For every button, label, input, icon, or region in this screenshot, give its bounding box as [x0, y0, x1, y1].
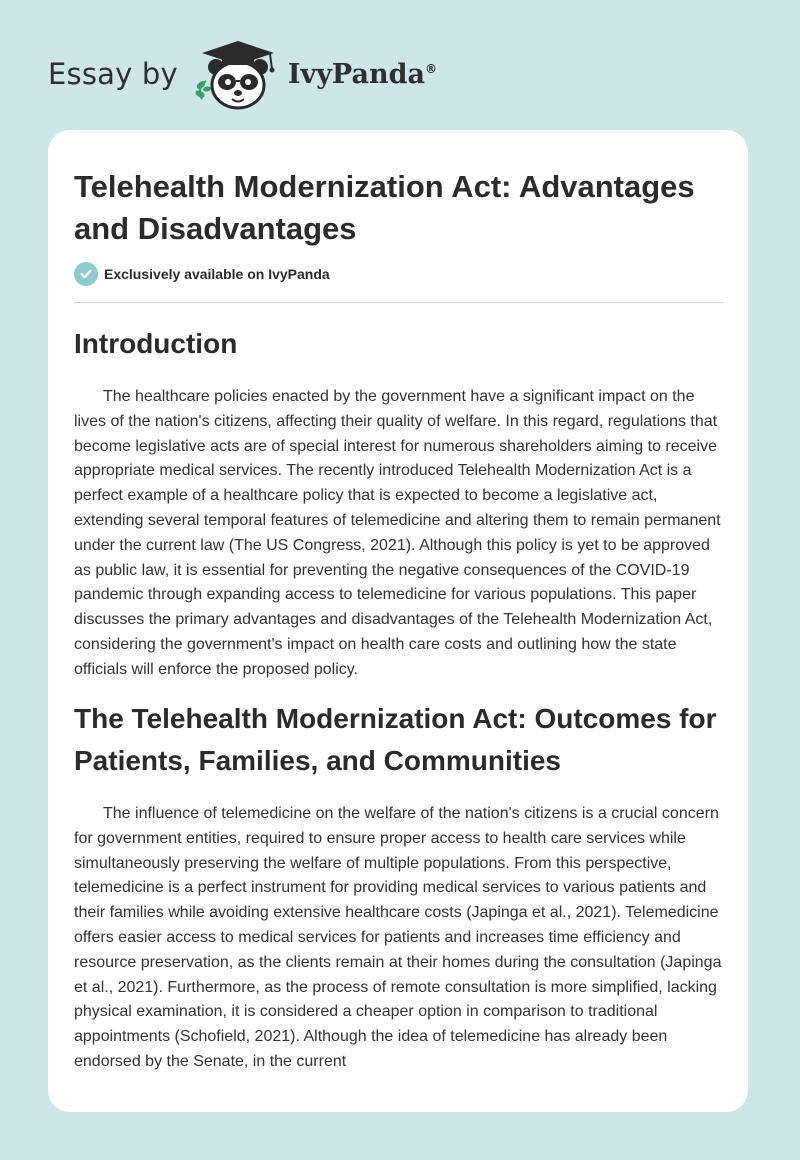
essay-card	[48, 130, 748, 1112]
registered-mark: ®	[424, 61, 437, 76]
section-paragraph-introduction: The healthcare policies enacted by the government have a significant impact on the lives of the nation's citizens, affecting their quality of welfare. In this regard, regulations that become legislative acts are of special interest for numerous shareholders aiming to receive appropriate medical services. The recently introduced Telehealth Modernization Act is a perfect example of a healthcare policy that is expected to become a legislative act, extending several temporal features of telemedicine and altering them to remain permanent under the current law (The US Congress, 2021). Although this policy is yet to be approved as public law, it is essential for preventing the negative consequences of the COVID-19 pandemic through expanding access to telemedicine for various populations. This paper discusses the primary advantages and disadvantages of the Telehealth Modernization Act, considering the government's impact on health care costs and outlining how the state officials will enforce the proposed policy.	[74, 388, 721, 678]
brand-header	[48, 34, 437, 114]
brand-name-text: IvyPanda	[287, 58, 425, 90]
divider	[74, 302, 724, 303]
panda-graduate-icon[interactable]	[192, 37, 284, 111]
exclusive-badge	[74, 262, 330, 286]
brand-name[interactable]	[288, 59, 437, 90]
section-heading-introduction: Introduction	[74, 328, 238, 359]
section-heading-outcomes: The Telehealth Modernization Act: Outcomes for Patients, Families, and Communities	[74, 703, 717, 776]
page-title: Telehealth Modernization Act: Advantages and Disadvantages	[74, 169, 695, 246]
brand-prefix: Essay by	[48, 57, 178, 91]
section-paragraph-outcomes: The influence of telemedicine on the welfare of the nation's citizens is a crucial concern for government entities, required to ensure proper access to health care services while simultaneously preserving the welfare of multiple populations. From this perspective, telemedicine is a perfect instrument for providing medical services to various patients and their families while avoiding extensive healthcare costs (Japinga et al., 2021). Telemedicine offers easier access to medical services for patients and increases time efficiency and resource preservation, as the clients remain at their homes during the consultation (Japinga et al., 2021). Furthermore, as the process of remote consultation is more simplified, lacking physical examination, it is considered a cheaper option in comparison to traditional appointments (Schofield, 2021). Although the idea of telemedicine has already been endorsed by the Senate, in the current	[74, 805, 722, 1070]
badge-text: Exclusively available on IvyPanda	[104, 266, 330, 282]
check-icon	[74, 262, 98, 286]
